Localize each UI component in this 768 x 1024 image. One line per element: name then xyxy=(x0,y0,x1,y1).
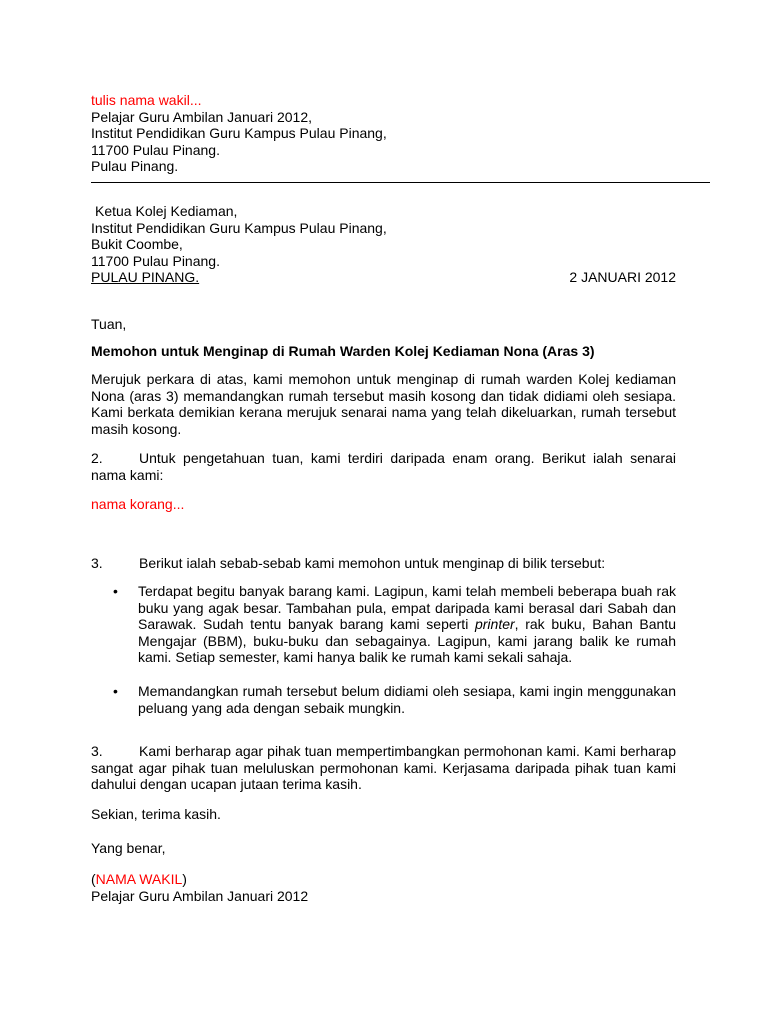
sender-line-3: 11700 Pulau Pinang. xyxy=(91,141,220,158)
bullet-2-text: Memandangkan rumah tersebut belum didiami oleh sesiapa, kami ingin menggunakan peluang yang ada dengan sebaik mungkin. xyxy=(138,683,676,716)
sender-name-placeholder: tulis nama wakil... xyxy=(91,92,202,108)
paragraph-4-number: 3. xyxy=(91,743,103,759)
names-placeholder: nama korang... xyxy=(91,496,185,512)
closing-thanks: Sekian, terima kasih. xyxy=(91,806,221,822)
letter-date: 2 JANUARI 2012 xyxy=(569,269,676,285)
bullet-item-2 xyxy=(113,683,676,717)
paragraph-3-number: 3. xyxy=(91,555,103,571)
recipient-line-5: PULAU PINANG. xyxy=(91,269,200,285)
bullet-dot-icon: • xyxy=(113,583,118,599)
date-row xyxy=(91,269,676,286)
signature-title: Pelajar Guru Ambilan Januari 2012 xyxy=(91,887,309,904)
bullet-1-text-b: , rak buku, Bahan Bantu Mengajar (BBM), buku-buku dan sebagainya. Lagipun, kami jarang balik ke rumah kami. Setiap semester, kami hanya balik ke rumah kami sekali sahaja. xyxy=(138,616,676,665)
sender-line-1: Pelajar Guru Ambilan Januari 2012, xyxy=(91,108,313,125)
paragraph-4-text: Kami berharap agar pihak tuan mempertimbangkan permohonan kami. Kami berharap sangat agar pihak tuan meluluskan permohonan kami. Kerjasama daripada pihak tuan kami dahului dengan ucapan jutaan terima kasih. xyxy=(91,743,676,792)
recipient-line-1: Ketua Kolej Kediaman, xyxy=(95,203,238,219)
paragraph-1: Merujuk perkara di atas, kami memohon untuk menginap di rumah warden Kolej kediaman Nona (aras 3) memandangkan rumah tersebut masih kosong dan tidak didiami oleh sesiapa. Kami berkata demikian kerana merujuk senarai nama yang telah dikeluarkan, rumah tersebut masih kosong. xyxy=(91,371,676,437)
bullet-1-text-a: Terdapat begitu banyak barang kami. Lagipun, kami telah membeli beberapa buah rak buku yang agak besar. Tambahan pula, empat daripada kami berasal dari Sabah dan Sarawak. Sudah tentu banyak barang kami seperti xyxy=(138,583,676,632)
signature-close-paren: ) xyxy=(182,871,187,887)
closing-yours: Yang benar, xyxy=(91,840,166,856)
bullet-1-text xyxy=(138,583,676,666)
sender-line-2: Institut Pendidikan Guru Kampus Pulau Pinang, xyxy=(91,125,387,141)
paragraph-2-text: Untuk pengetahuan tuan, kami terdiri daripada enam orang. Berikut ialah senarai nama kami: xyxy=(91,450,676,483)
recipient-line-4: 11700 Pulau Pinang. xyxy=(91,252,220,269)
signature-name-placeholder: NAMA WAKIL xyxy=(95,871,183,887)
paragraph-2 xyxy=(91,450,676,483)
paragraph-4 xyxy=(91,743,676,793)
bullet-1-italic: printer xyxy=(474,616,515,632)
salutation: Tuan, xyxy=(91,316,127,332)
signature-open-paren: ( xyxy=(91,871,96,887)
subject-heading: Memohon untuk Menginap di Rumah Warden Kolej Kediaman Nona (Aras 3) xyxy=(91,343,595,359)
paragraph-2-number: 2. xyxy=(91,450,103,466)
sender-line-4: Pulau Pinang. xyxy=(91,158,179,174)
sender-address xyxy=(91,92,676,175)
signature-name-line xyxy=(91,871,676,888)
bullet-dot-icon: • xyxy=(113,683,118,699)
header-divider xyxy=(91,182,710,183)
bullet-item-1 xyxy=(113,583,676,667)
paragraph-3 xyxy=(91,555,676,572)
recipient-line-2: Institut Pendidikan Guru Kampus Pulau Pinang, xyxy=(91,219,387,236)
signature-block xyxy=(91,871,676,904)
recipient-line-3: Bukit Coombe, xyxy=(91,236,183,252)
paragraph-3-text: Berikut ialah sebab-sebab kami memohon untuk menginap di bilik tersebut: xyxy=(139,555,606,571)
